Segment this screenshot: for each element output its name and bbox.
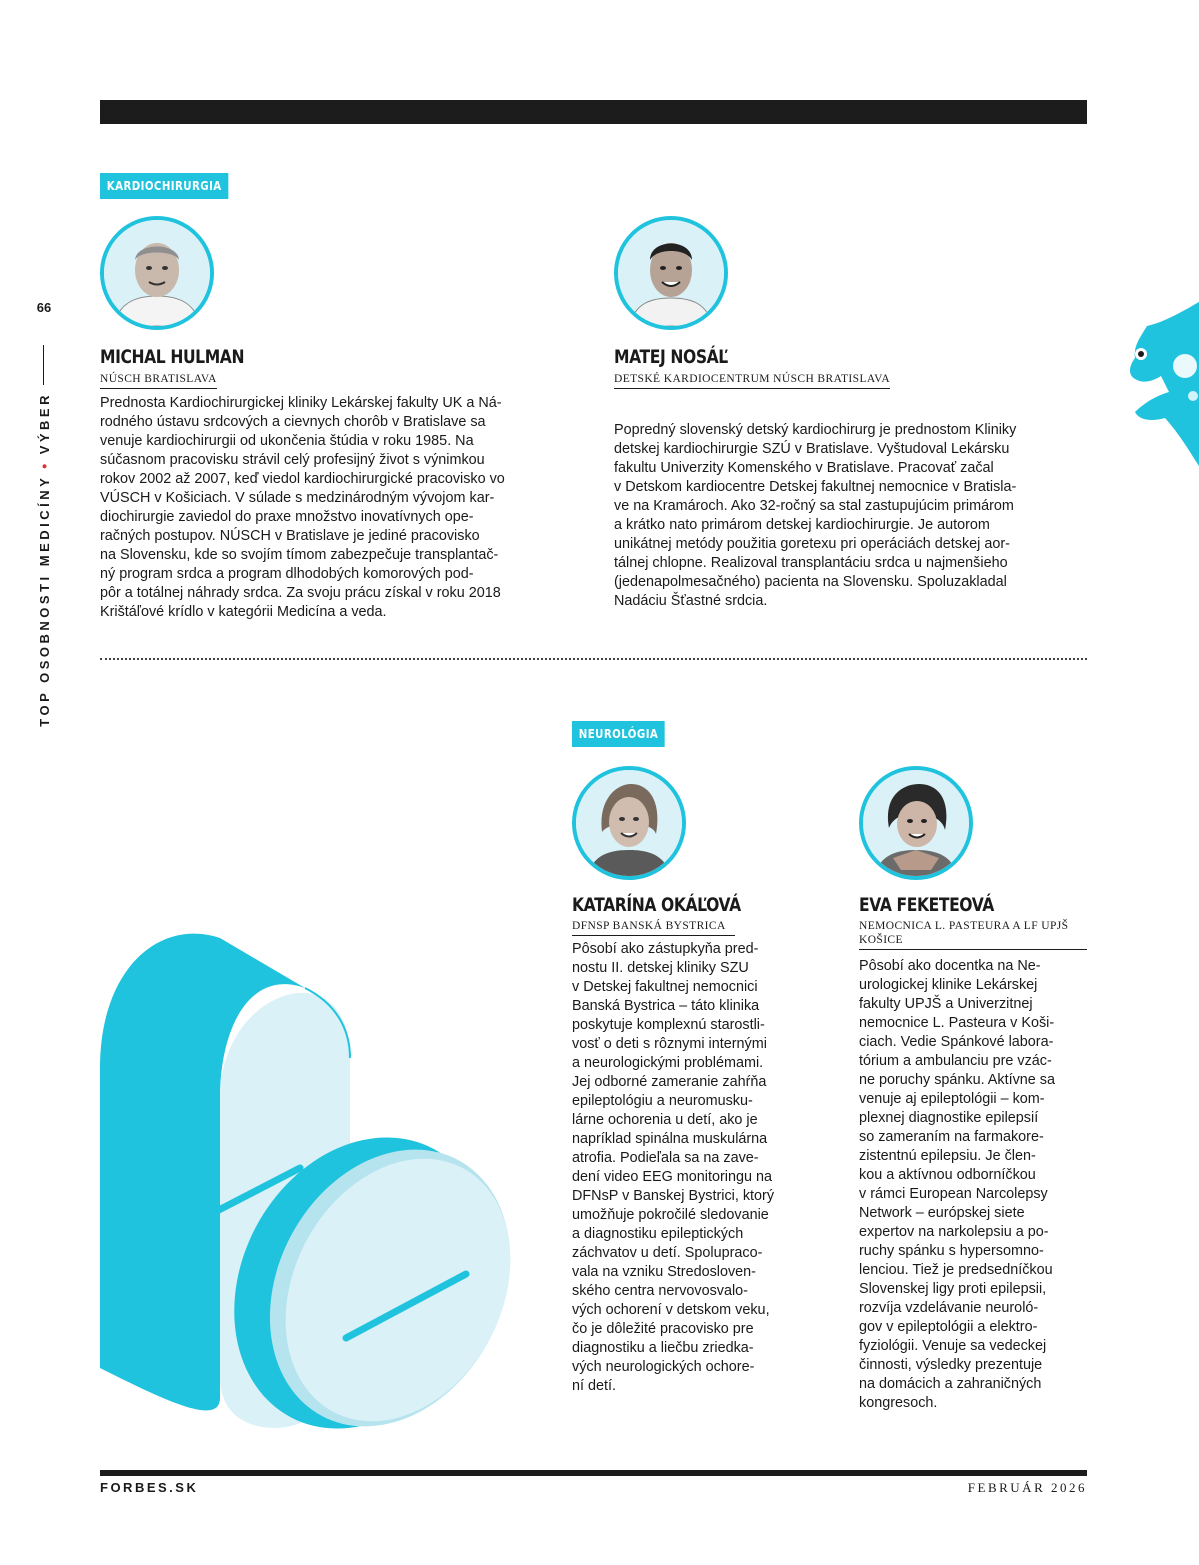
bottom-bar <box>100 1470 1087 1476</box>
avatar <box>100 216 214 330</box>
avatar <box>859 766 973 880</box>
side-divider <box>43 345 44 385</box>
avatar <box>572 766 686 880</box>
section-tag-cardiac-surgery: KARDIOCHIRURGIA <box>100 173 228 199</box>
footer-issue-date: FEBRUÁR 2026 <box>967 1480 1087 1495</box>
portrait-photo-icon <box>104 220 210 326</box>
person-bio: Popredný slovenský detský kardiochirurg je prednostom Kliniky detskej kardiochirurgie SZÚ v Bratislave. Vyštudoval Lekársku fakultu Univerzity Komenského v Bratislave. Pracovať začal v Detskom kardiocentre Detskej fakultnej nemocnice v Bratisla- ve na Kramároch. Ako 32-ročný sa stal zastupujúcim primárom a krátko nato primárom detskej kardiochirurgie. Je autorom unikátnej metódy použitia goretexu pri operáciách detskej aor- tálnej chlopne. Realizoval transplantáciu srdca u najmenšieho (jedenapolmesačného) pacienta na Slovensku. Spoluzakladal Nadáciu Šťastné srdcia. <box>614 422 1017 609</box>
footer-publication: FORBES.SK <box>100 1480 199 1495</box>
avatar <box>614 216 728 330</box>
section-tag-neurology: NEUROLÓGIA <box>572 721 665 747</box>
person-affiliation: DFNSP BANSKÁ BYSTRICA <box>572 919 735 936</box>
side-section-label <box>36 392 52 727</box>
person-affiliation: NÚSCH BRATISLAVA <box>100 372 217 389</box>
person-bio: Pôsobí ako docentka na Ne- urologickej klinike Lekárskej fakulty UPJŠ a Univerzitnej nemocnice L. Pasteura v Koši- ciach. Vedie Spánkové labora- tórium a ambulanciu pre vzác- ne poruchy spánku. Aktívne sa venuje aj epileptológii – kom- plexnej diagnostike epilepsií so zameraním na farmakore- zistentnú epilepsiu. Je člen- kou a aktívnou odborníčkou v rámci European Narcolepsy Network – európskej siete expertov na narkolepsiu a po- ruchy spánku s hypersomno- lenciou. Tiež je predsedníčkou Slovenskej ligy proti epilepsii, rozvíja vzdelávanie neuroló- gov v epileptológii a elektro- fyziológii. Venuje sa vedeckej činnosti, výsledky prezentuje na domácich a zahraničných kongresoch. <box>859 958 1055 1411</box>
portrait-photo-icon <box>863 770 969 876</box>
portrait-photo-icon <box>576 770 682 876</box>
person-name: KATARÍNA OKÁĽOVÁ <box>572 894 741 916</box>
person-name: MICHAL HULMAN <box>100 346 245 368</box>
pills-illustration <box>100 928 520 1448</box>
page-number: 66 <box>36 300 52 315</box>
person-affiliation: DETSKÉ KARDIOCENTRUM NÚSCH BRATISLAVA <box>614 372 890 389</box>
side-label-main: TOP OSOBNOSTI MEDICÍNY <box>36 474 52 727</box>
bullet-dot-icon: • <box>36 460 52 469</box>
person-name: MATEJ NOSÁĽ <box>614 346 728 368</box>
top-bar <box>100 100 1087 124</box>
portrait-photo-icon <box>618 220 724 326</box>
person-name: EVA FEKETEOVÁ <box>859 894 994 916</box>
section-divider <box>100 658 1087 660</box>
side-label-sub: VÝBER <box>36 392 52 455</box>
person-bio: Prednosta Kardiochirurgickej kliniky Lekárskej fakulty UK a Ná- rodného ústavu srdcových a cievnych chorôb v Bratislave sa venuje kardiochirurgii od ukončenia štúdia v roku 1985. Na súčasnom pracovisku strávil celý profesijný život s výnimkou rokov 2002 až 2007, keď viedol kardiochirurgické pracovisko vo VÚSCH v Košiciach. V súlade s medzinárodným vývojom kar- diochirurgie zaviedol do praxe množstvo inovatívnych ope- račných postupov. NÚSCH v Bratislave je jediné pracovisko na Slovensku, kde so svojím tímom zabezpečuje transplantač- ný program srdca a program dlhodobých komorových pod- pôr a totálnej náhrady srdca. Za svoju prácu získal v roku 2018 Krištáľové krídlo v kategórii Medicína a veda. <box>100 395 505 620</box>
person-affiliation: NEMOCNICA L. PASTEURA A LF UPJŠ KOŠICE <box>859 919 1087 950</box>
person-bio: Pôsobí ako zástupkyňa pred- nostu II. detskej kliniky SZU v Detskej fakultnej nemocnici Banská Bystrica – táto klinika poskytuje komplexnú starostli- vosť o deti s rôznymi internými a neurologickými problémami. Jej odborné zameranie zahŕňa epileptológiu a neuromusku- lárne ochorenia u detí, ako je napríklad spinálna muskulárna atrofia. Podieľala sa na zave- dení video EEG monitoringu na DFNsP v Banskej Bystrici, ktorý umožňuje pokročilé sledovanie a diagnostiku epileptických záchvatov u detí. Spolupraco- vala na vzniku Stredosloven- ského centra nervovosvalo- vých ochorení v detskom veku, čo je dôležité pracovisko pre diagnostiku a liečbu zriedka- vých neurologických ochore- ní detí. <box>572 941 775 1394</box>
cut-off-illustration <box>1125 296 1199 476</box>
